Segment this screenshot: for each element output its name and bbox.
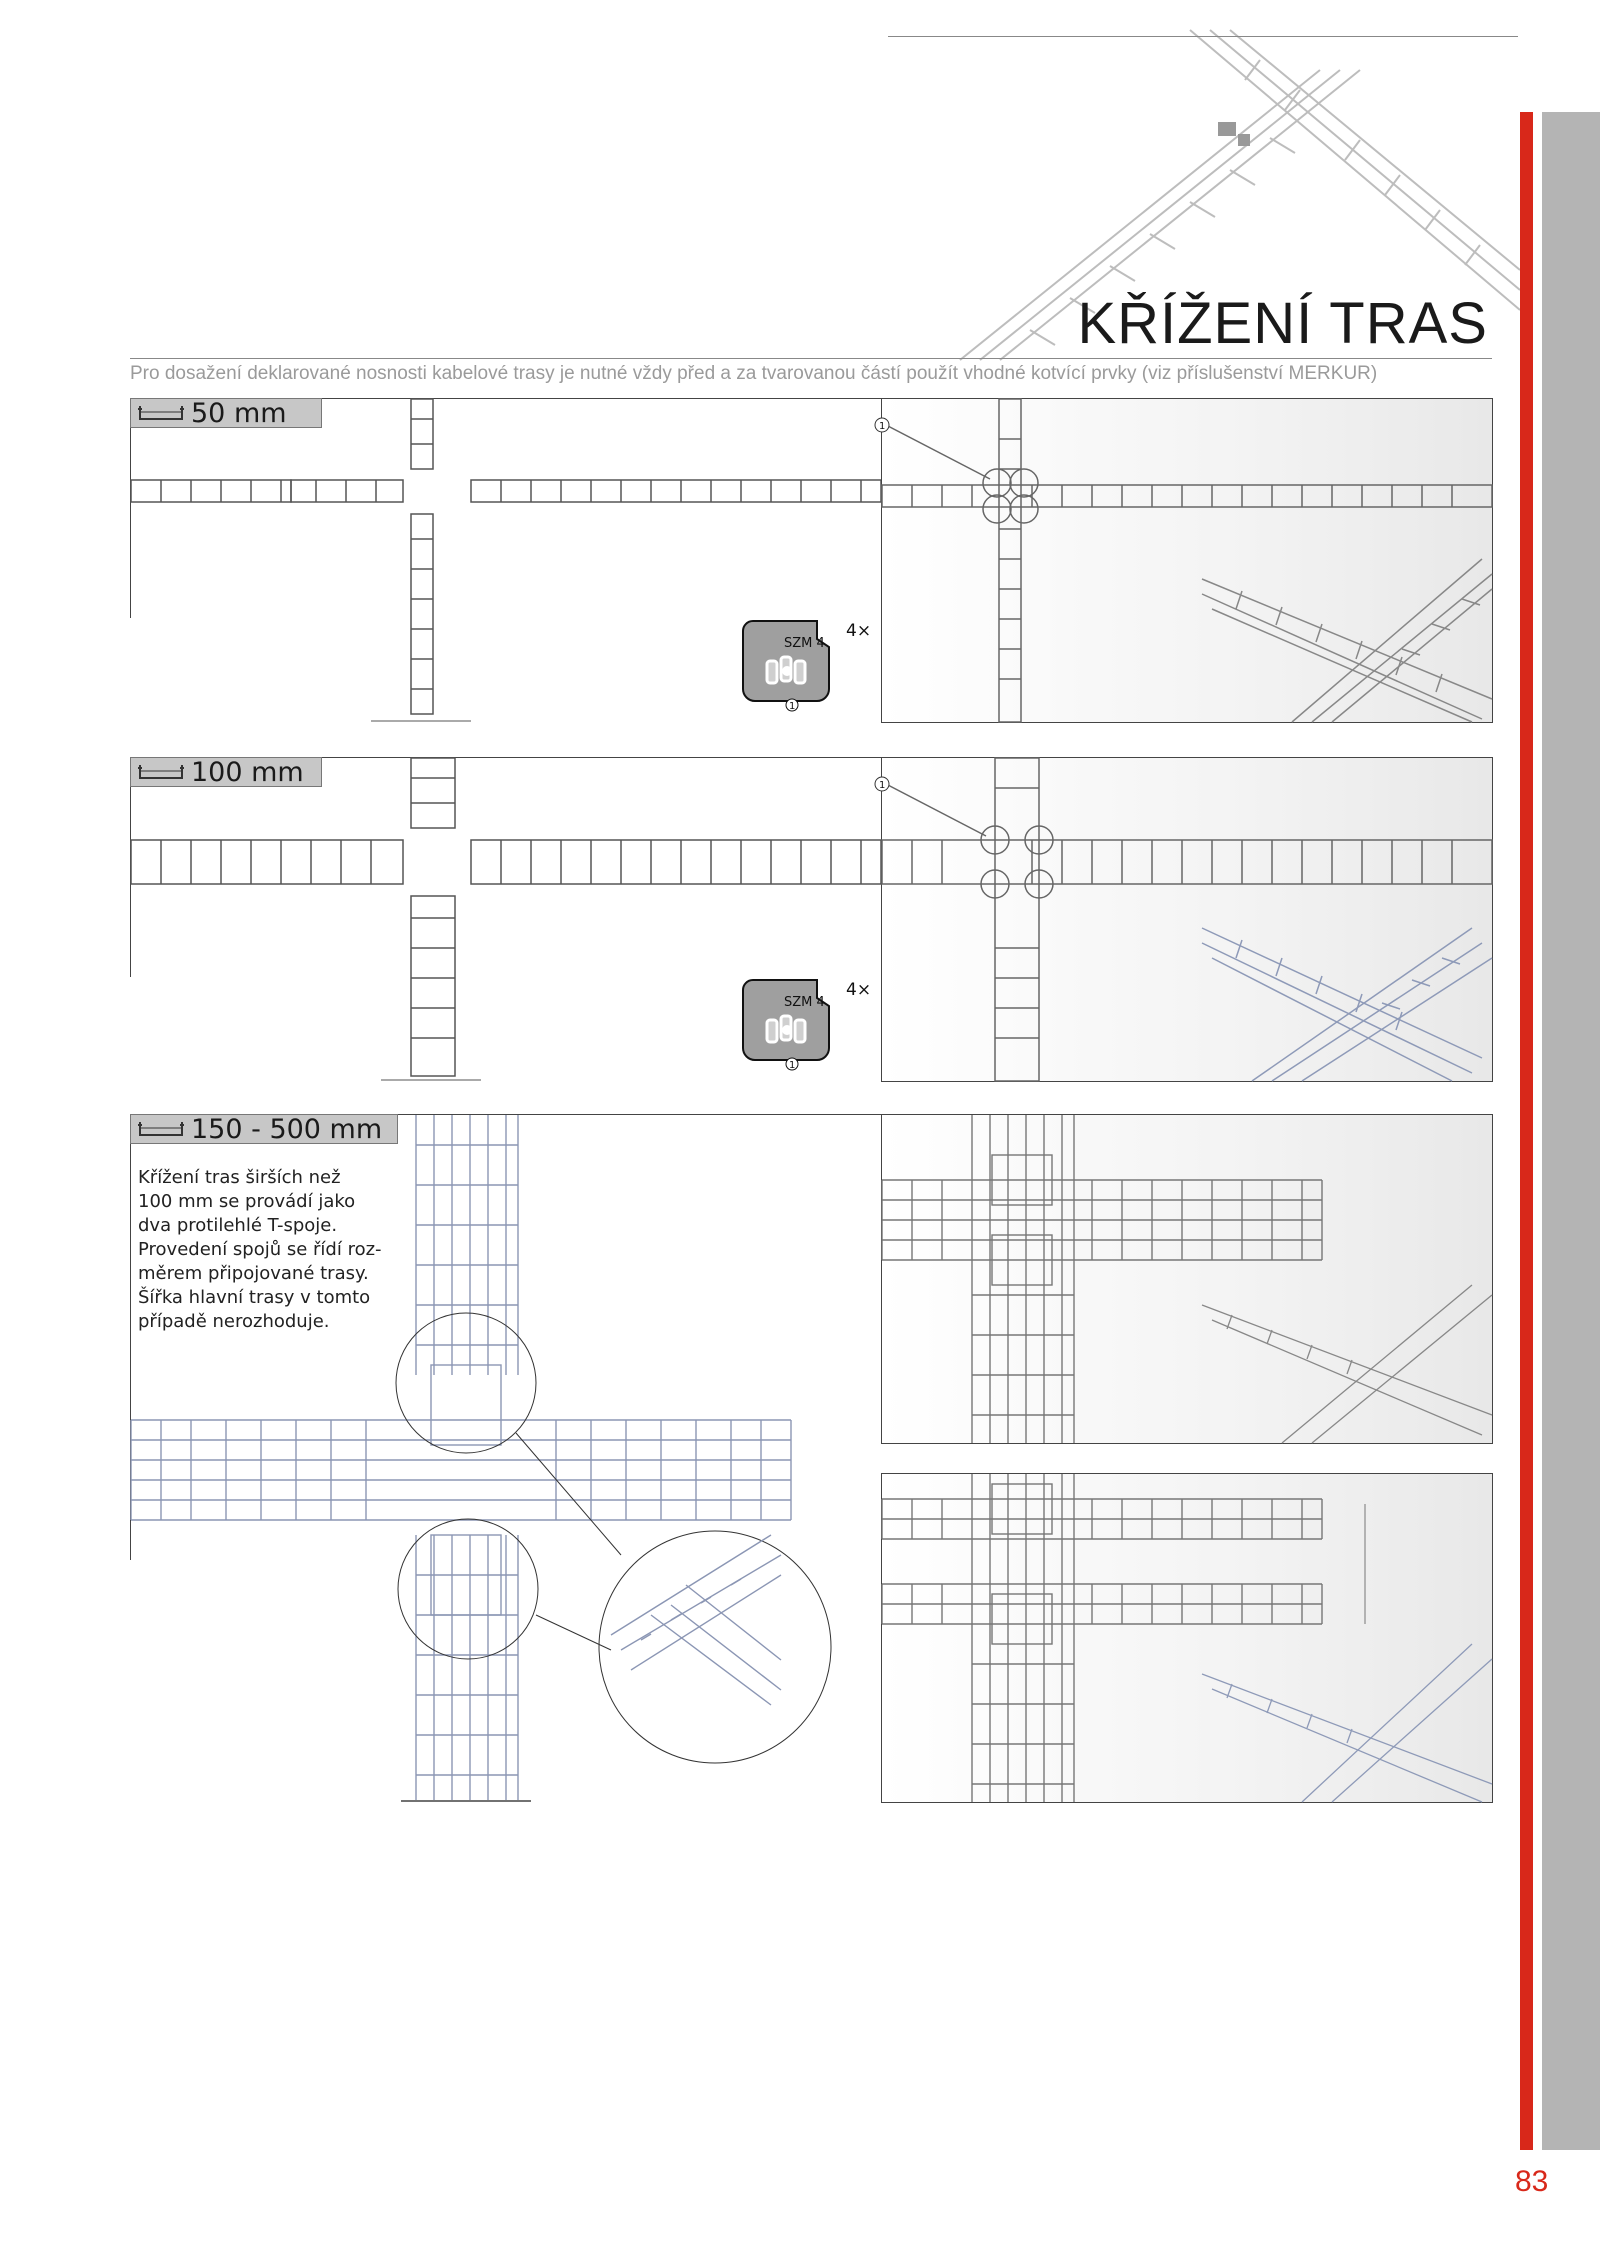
plan-drawing-50	[131, 399, 881, 724]
detail-drawing-100	[879, 758, 1492, 1081]
detail-drawing-150-500-a	[882, 1115, 1492, 1443]
detail-callout: 1	[879, 421, 886, 432]
side-bar	[1542, 112, 1600, 2150]
plan-drawing-100	[131, 758, 881, 1083]
connector-qty: 4×	[846, 980, 872, 1000]
detail-panel-100	[881, 757, 1493, 1082]
section-note: Křížení tras širších než 100 mm se provádí jako dva protilehlé T-spoje. Provedení spojů se řídí roz- měrem připojované trasy. Šířka hlavní trasy v tomto případě nerozhoduje.	[138, 1167, 382, 1332]
accent-bar	[1520, 112, 1533, 2150]
detail-drawing-50	[879, 399, 1492, 722]
section-label-text: 100 mm	[191, 756, 304, 788]
detail-drawing-150-500-b	[882, 1474, 1492, 1802]
header-rule	[888, 36, 1518, 37]
title-underline	[130, 358, 1492, 359]
plan-drawing-150-500	[131, 1115, 851, 1805]
connector-code: SZM 4	[784, 995, 825, 1010]
section-label-text: 50 mm	[191, 397, 287, 429]
page-title: KŘÍŽENÍ TRAS	[1077, 291, 1488, 356]
detail-panel-150-500-b	[881, 1473, 1493, 1803]
intro-text: Pro dosažení deklarované nosnosti kabelové trasy je nutné vždy před a za tvarovanou částí použít vhodné kotvící prvky (viz příslušenství MERKUR)	[130, 363, 1378, 384]
connector-ref: 1	[789, 701, 796, 712]
connector-qty: 4×	[846, 621, 872, 641]
detail-panel-150-500-a	[881, 1114, 1493, 1444]
connector-code: SZM 4	[784, 636, 825, 651]
page-number: 83	[1515, 2165, 1549, 2198]
detail-callout: 1	[879, 780, 886, 791]
connector-ref: 1	[789, 1060, 796, 1071]
section-label-text: 150 - 500 mm	[191, 1113, 383, 1145]
detail-panel-50	[881, 398, 1493, 723]
